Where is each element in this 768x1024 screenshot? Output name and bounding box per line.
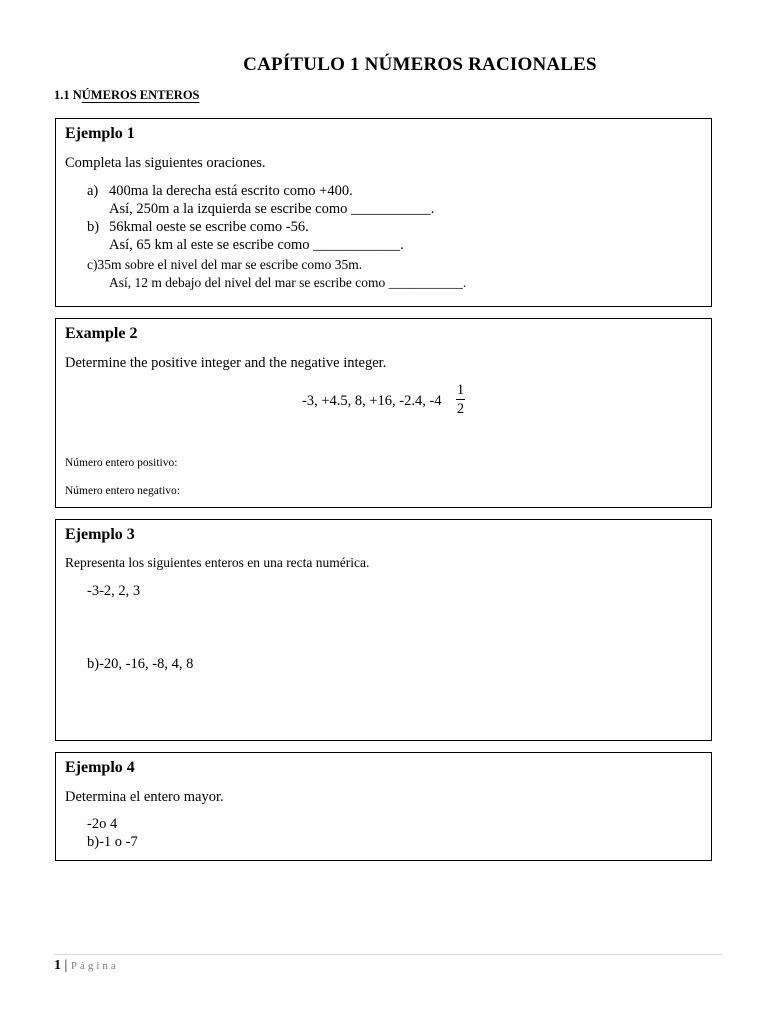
example-3-part-a: -3-2, 2, 3 [87,583,141,599]
positive-integer-label: Número entero positivo: [65,457,178,469]
fraction-bar [456,399,465,400]
page-footer [54,958,119,974]
example-3-box [55,519,712,741]
example-4-title: Ejemplo 4 [65,759,135,776]
section-title [54,88,200,103]
example-1-item-b-line2: Así, 65 km al este se escribe como ____________. [109,237,404,253]
item-text: 56kmal oeste se escribe como -56. [109,219,309,235]
example-1-title: Ejemplo 1 [65,125,135,142]
page-number: 1 [54,958,61,973]
example-2-instruction: Determine the positive integer and the negative integer. [65,355,387,371]
example-1-box [55,118,712,307]
negative-integer-label: Número entero negativo: [65,485,180,497]
section-name: ÚMEROS ENTEROS [81,88,200,102]
item-marker: b) [87,219,100,235]
example-1-item-b [87,219,309,236]
example-1-instruction: Completa las siguientes oraciones. [65,155,266,171]
example-4-box [55,752,712,861]
example-3-instruction: Representa los siguientes enteros en una recta numérica. [65,555,370,570]
example-4-part-a: -2o 4 [87,816,118,832]
fraction-numerator: 1 [456,382,465,398]
example-3-part-b: b)-20, -16, -8, 4, 8 [87,656,194,672]
item-text: 35m sobre el nivel del mar se escribe como 35m. [97,257,363,272]
example-2-title: Example 2 [65,325,138,342]
example-4-part-b: b)-1 o -7 [87,834,138,850]
fraction-denominator: 2 [456,401,465,417]
example-1-item-c-line2: Así, 12 m debajo del nivel del mar se escribe como ___________. [109,275,467,290]
example-1-item-c [87,257,362,273]
page-label: Página [70,960,119,972]
item-marker: c) [87,257,98,272]
item-text: 400ma la derecha está escrito como +400. [109,183,353,199]
example-2-numbers: -3, +4.5, 8, +16, -2.4, -4 [302,393,442,409]
item-marker: a) [87,183,99,199]
example-1-item-a-line2: Así, 250m a la izquierda se escribe como ___________. [109,201,435,217]
example-2-fraction [456,383,465,416]
example-2-box [55,318,712,508]
chapter-title: CAPÍTULO 1 NÚMEROS RACIONALES [243,54,597,75]
footer-separator: | [64,958,68,973]
example-3-title: Ejemplo 3 [65,526,135,543]
section-number: 1.1 N [54,88,82,102]
example-4-instruction: Determina el entero mayor. [65,789,224,805]
example-1-item-a [87,183,353,200]
footer-divider [54,954,722,955]
